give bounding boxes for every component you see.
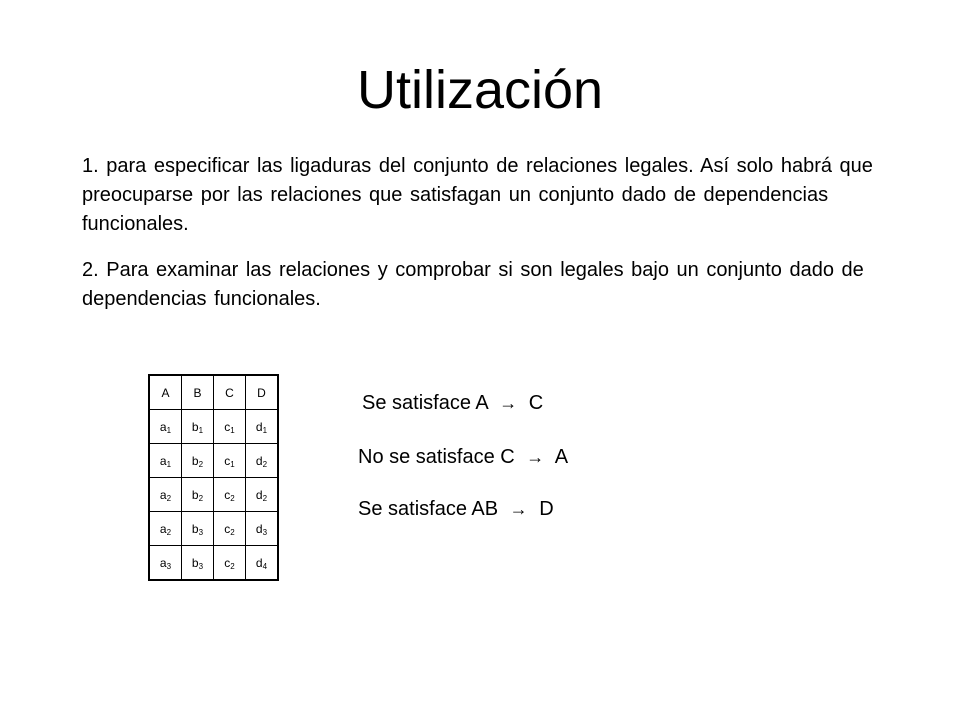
- table-row: [149, 478, 278, 512]
- cell-subscript: 3: [262, 527, 268, 537]
- cell-subscript: 2: [230, 527, 235, 537]
- table-cell: [149, 444, 182, 478]
- cell-symbol: b: [191, 453, 199, 468]
- slide-title: Utilización: [356, 60, 604, 120]
- cell-symbol: d: [255, 521, 263, 536]
- column-header: C: [214, 375, 246, 410]
- table-row: [149, 410, 278, 444]
- table-cell: [182, 546, 214, 581]
- cell-symbol: b: [191, 419, 199, 434]
- paragraph-1: 1. para especificar las ligaduras del conjunto de relaciones legales. Así solo habrá que preocuparse por las relaciones que satisfagan un conjunto dado de dependencias funcionales.: [82, 155, 873, 235]
- dependency-suffix: A: [554, 446, 569, 468]
- cell-subscript: 3: [198, 561, 204, 571]
- cell-subscript: 1: [166, 425, 172, 435]
- cell-subscript: 2: [230, 561, 235, 571]
- cell-symbol: c: [224, 487, 231, 502]
- cell-symbol: c: [224, 453, 231, 468]
- cell-subscript: 3: [198, 527, 204, 537]
- table-cell: [214, 444, 246, 478]
- dependency-line-2: [358, 445, 568, 469]
- cell-symbol: b: [191, 521, 199, 536]
- cell-subscript: 1: [262, 425, 268, 435]
- dependency-prefix: No se satisface C: [358, 446, 515, 468]
- cell-symbol: a: [159, 453, 167, 468]
- table-cell: [182, 512, 214, 546]
- table-cell: [246, 546, 279, 581]
- cell-subscript: 2: [198, 459, 204, 469]
- cell-subscript: 1: [230, 459, 235, 469]
- cell-symbol: a: [159, 555, 167, 570]
- cell-subscript: 3: [166, 561, 172, 571]
- cell-symbol: d: [255, 555, 263, 570]
- cell-subscript: 2: [166, 527, 172, 537]
- cell-subscript: 1: [198, 425, 204, 435]
- table-cell: [246, 512, 279, 546]
- table-cell: [149, 478, 182, 512]
- table-cell: [149, 410, 182, 444]
- cell-symbol: b: [191, 555, 199, 570]
- cell-subscript: 1: [166, 459, 172, 469]
- cell-symbol: c: [224, 419, 231, 434]
- paragraph-2: 2. Para examinar las relaciones y comprobar si son legales bajo un conjunto dado de dependencias funcionales.: [82, 259, 864, 310]
- table-cell: [214, 546, 246, 581]
- cell-symbol: d: [255, 453, 263, 468]
- table-cell: [246, 478, 279, 512]
- cell-symbol: d: [255, 419, 263, 434]
- cell-symbol: a: [159, 487, 167, 502]
- table-row: [149, 546, 278, 581]
- table-cell: [182, 478, 214, 512]
- relation-table: [148, 374, 279, 581]
- cell-subscript: 2: [230, 493, 235, 503]
- cell-symbol: d: [255, 487, 263, 502]
- cell-subscript: 2: [198, 493, 204, 503]
- dependency-suffix: D: [539, 498, 554, 520]
- dependency-prefix: Se satisface AB: [358, 498, 499, 520]
- dependency-suffix: C: [528, 392, 544, 414]
- dependency-prefix: Se satisface A: [362, 392, 488, 414]
- table-cell: [246, 410, 279, 444]
- right-arrow-icon: →: [509, 499, 528, 519]
- table-cell: [214, 410, 246, 444]
- cell-subscript: 1: [230, 425, 235, 435]
- dependency-line-1: [362, 391, 543, 415]
- table-cell: [182, 444, 214, 478]
- table-cell: [214, 478, 246, 512]
- table-cell: [246, 444, 279, 478]
- cell-subscript: 2: [262, 459, 268, 469]
- table-cell: [149, 546, 182, 581]
- table-row: [149, 444, 278, 478]
- right-arrow-icon: →: [526, 447, 545, 467]
- cell-subscript: 4: [262, 561, 268, 571]
- column-header: A: [149, 375, 182, 410]
- right-arrow-icon: →: [499, 393, 518, 413]
- table-header-row: [149, 375, 278, 410]
- cell-symbol: c: [224, 555, 231, 570]
- cell-symbol: a: [159, 521, 167, 536]
- cell-subscript: 2: [166, 493, 172, 503]
- cell-symbol: c: [224, 521, 231, 536]
- table-row: [149, 512, 278, 546]
- dependency-line-3: [358, 497, 554, 521]
- column-header: D: [246, 375, 279, 410]
- cell-symbol: b: [191, 487, 199, 502]
- table-cell: [214, 512, 246, 546]
- column-header: B: [182, 375, 214, 410]
- table-cell: [182, 410, 214, 444]
- cell-subscript: 2: [262, 493, 268, 503]
- table-cell: [149, 512, 182, 546]
- cell-symbol: a: [159, 419, 167, 434]
